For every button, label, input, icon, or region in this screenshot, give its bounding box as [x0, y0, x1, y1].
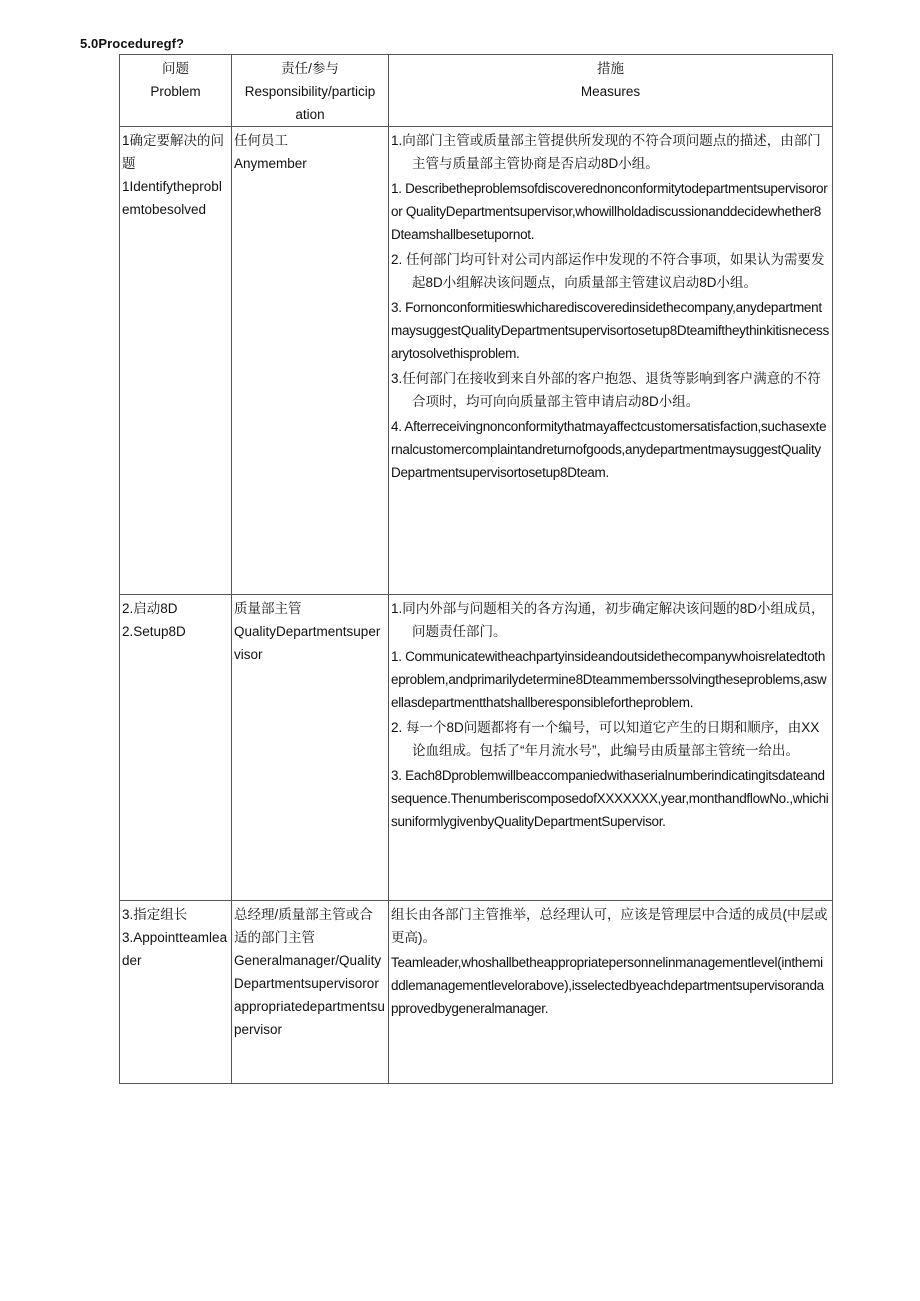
measure-item: 组长由各部门主管推举，总经理认可，应该是管理层中合适的成员(中层或更高)。 [391, 907, 828, 945]
header-responsibility-cn: 责任/参与 [281, 61, 339, 76]
problem-en: 1Identifytheproblemtobesolved [122, 179, 222, 217]
measures-cell [389, 127, 833, 595]
problem-cn: 1确定要解决的问题 [122, 133, 225, 171]
problem-cn: 2.启动8D [122, 601, 178, 616]
problem-cell [120, 595, 232, 901]
responsibility-en: Anymember [234, 156, 307, 171]
table-row [120, 901, 833, 1084]
responsibility-cn: 任何员工 [234, 133, 288, 148]
responsibility-cn: 总经理/质量部主管或合适的部门主管 [234, 907, 373, 945]
measure-item: 3. Each8Dproblemwillbeaccompaniedwithaserialnumberindicatingitsdateandsequence.ThenumberiscomposedofXXXXXXX,year,monthandflowNo.,whichisuniformlygivenbyQualityDepartmentSupervisor. [391, 768, 829, 829]
problem-cell [120, 901, 232, 1084]
measure-item: 1. Communicatewitheachpartyinsideandoutsidethecompanywhoisrelatedtotheproblem,andprimarilydetermine8Dteammemberssolvingtheseproblems,aswellasdepartmentthatshallberesponsiblefortheproblem. [391, 649, 827, 710]
header-problem [120, 55, 232, 127]
table-header-row [120, 55, 833, 127]
responsibility-cell [232, 595, 389, 901]
measures-clip [391, 597, 830, 897]
table-row [120, 595, 833, 901]
section-heading: 5.0Proceduregf? [80, 36, 185, 51]
header-problem-cn: 问题 [162, 61, 189, 76]
table-row [120, 127, 833, 595]
header-responsibility-en-cont: ation [295, 107, 325, 122]
responsibility-en: Generalmanager/QualityDepartmentsupervisororappropriatedepartmentsupervisor [234, 953, 385, 1037]
measures-cell [389, 595, 833, 901]
measure-item: 3.任何部门在接收到来自外部的客户抱怨、退货等影响到客户满意的不符合项时，均可向向质量部主管申请启动8D小组。 [391, 371, 821, 409]
header-problem-en: Problem [150, 84, 201, 99]
problem-cell [120, 127, 232, 595]
measure-item: 1.同内外部与问题相关的各方沟通，初步确定解决该问题的8D小组成员，问题责任部门。 [391, 601, 825, 639]
measure-item: 2. 任何部门均可针对公司内部运作中发现的不符合事项，如果认为需要发起8D小组解决该问题点，向质量部主管建议启动8D小组。 [391, 252, 825, 290]
measure-item: 2. 每一个8D问题都将有一个编号，可以知道它产生的日期和顺序，由XX论血组成。包括了“年月流水号”，此编号由质量部主管统一给出。 [391, 720, 820, 758]
problem-en: 3.Appointteamleader [122, 930, 228, 968]
header-measures-cn: 措施 [597, 61, 624, 76]
responsibility-en: QualityDepartmentsupervisor [234, 624, 381, 662]
measure-item: 1. Describetheproblemsofdiscoverednonconformitytodepartmentsupervisororor QualityDepartmentsupervisor,whowillholdadiscussionanddecidewhether8Dteamshallbesetupornot. [391, 181, 828, 242]
measure-item: 1.向部门主管或质量部主管提供所发现的不符合项问题点的描述，由部门主管与质量部主管协商是否启动8D小组。 [391, 133, 821, 171]
measure-item: Teamleader,whoshallbetheappropriatepersonnelinmanagementlevel(inthemiddlemanagementlevelorabove),isselectedbyeachdepartmentsupervisorandapprovedbygeneralmanager. [391, 955, 824, 1016]
problem-en: 2.Setup8D [122, 624, 186, 639]
header-measures [389, 55, 833, 127]
measures-cell [389, 901, 833, 1084]
responsibility-cn: 质量部主管 [234, 601, 302, 616]
measure-item: 4. Afterreceivingnonconformitythatmayaffectcustomersatisfaction,suchasexternalcustomercomplaintandreturnofgoods,anydepartmentmaysuggestQualityDepartmentsupervisortosetup8Dteam. [391, 419, 827, 480]
responsibility-cell [232, 127, 389, 595]
problem-cn: 3.指定组长 [122, 907, 188, 922]
header-responsibility [232, 55, 389, 127]
procedure-table [119, 54, 833, 1084]
measure-item: 3. Fornonconformitieswhicharediscoveredinsidethecompany,anydepartmentmaysuggestQualityDepartmentsupervisortosetup8Dteamiftheythinkitisnecessarytosolvethisproblem. [391, 300, 829, 361]
header-measures-en: Measures [580, 84, 641, 99]
responsibility-cell [232, 901, 389, 1084]
header-responsibility-en: Responsibility/particip [244, 84, 376, 99]
